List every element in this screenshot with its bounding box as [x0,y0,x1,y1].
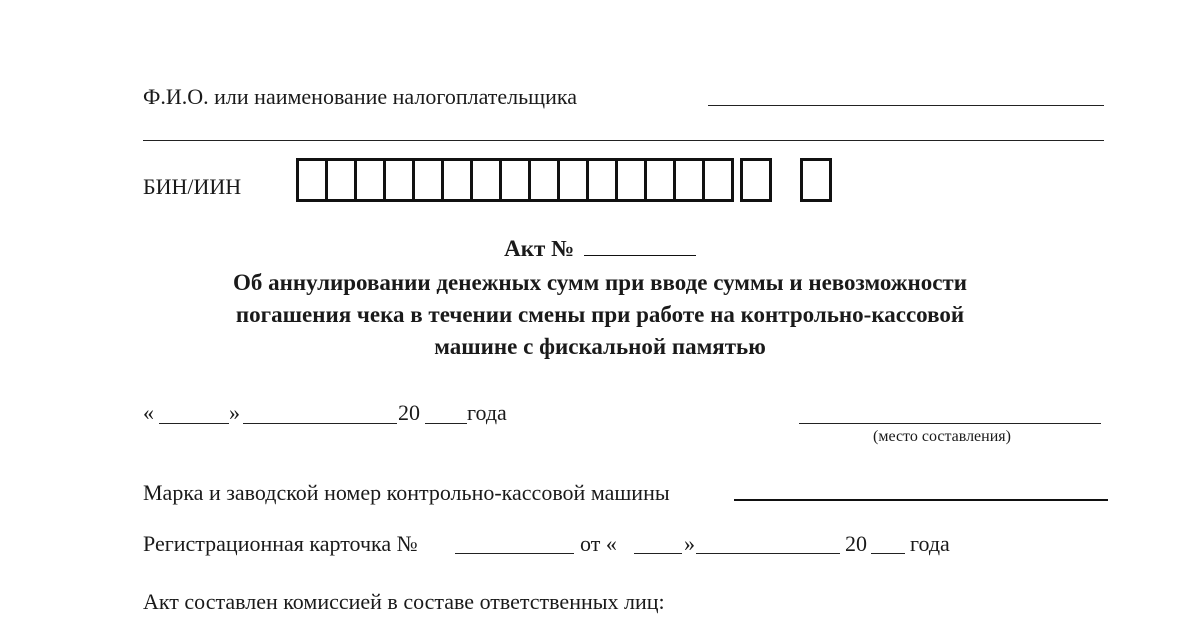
taxpayer-name-field-continuation[interactable] [143,140,1104,141]
act-number-heading [0,232,1200,266]
registration-number-field[interactable] [455,553,574,554]
commission-label: Акт составлен комиссией в составе ответственных лиц: [143,589,665,614]
bin-iin-cell[interactable] [586,158,618,202]
date-day-field[interactable] [159,423,229,424]
date-century: 20 [398,400,420,425]
place-of-compilation-field[interactable] [799,423,1101,424]
bin-iin-cell[interactable] [470,158,502,202]
bin-iin-cell[interactable] [644,158,676,202]
bin-iin-cell[interactable] [615,158,647,202]
place-of-compilation-caption: (место составления) [873,428,1011,445]
bin-iin-cell[interactable] [673,158,705,202]
bin-iin-cell[interactable] [383,158,415,202]
bin-iin-cell[interactable] [354,158,386,202]
bin-iin-cell[interactable] [412,158,444,202]
bin-iin-label: БИН/ИИН [143,174,242,199]
date-close-quote: » [229,400,240,425]
registration-card-label: Регистрационная карточка № [143,531,418,556]
bin-iin-cell[interactable] [441,158,473,202]
date-year-field[interactable] [425,423,467,424]
registration-from-word: от « [580,531,617,556]
date-open-quote: « [143,400,154,425]
cash-register-field[interactable] [734,499,1108,501]
registration-day-field[interactable] [634,553,682,554]
act-number-label: Акт № [504,236,575,261]
taxpayer-name-field[interactable] [708,105,1104,106]
bin-iin-cell[interactable] [702,158,734,202]
registration-year-word: года [910,531,950,556]
act-title-line-2: погашения чека в течении смены при работе на контрольно-кассовой [235,302,965,327]
bin-iin-cell[interactable] [740,158,772,202]
bin-iin-cell[interactable] [325,158,357,202]
registration-month-field[interactable] [696,553,840,554]
registration-close-quote: » [684,531,695,556]
taxpayer-label: Ф.И.О. или наименование налогоплательщика [143,84,577,109]
cash-register-label: Марка и заводской номер контрольно-кассовой машины [143,480,670,505]
bin-iin-cell[interactable] [296,158,328,202]
bin-iin-cell[interactable] [499,158,531,202]
act-title-line-3: машине с фискальной памятью [434,334,766,359]
registration-year-field[interactable] [871,553,905,554]
act-number-field[interactable] [584,235,696,256]
date-year-word: года [467,400,507,425]
bin-iin-cell[interactable] [557,158,589,202]
act-title-line-1: Об аннулировании денежных сумм при вводе суммы и невозможности [233,270,967,295]
bin-iin-cell[interactable] [800,158,832,202]
bin-iin-cell[interactable] [528,158,560,202]
date-month-field[interactable] [243,423,397,424]
registration-century: 20 [845,531,867,556]
